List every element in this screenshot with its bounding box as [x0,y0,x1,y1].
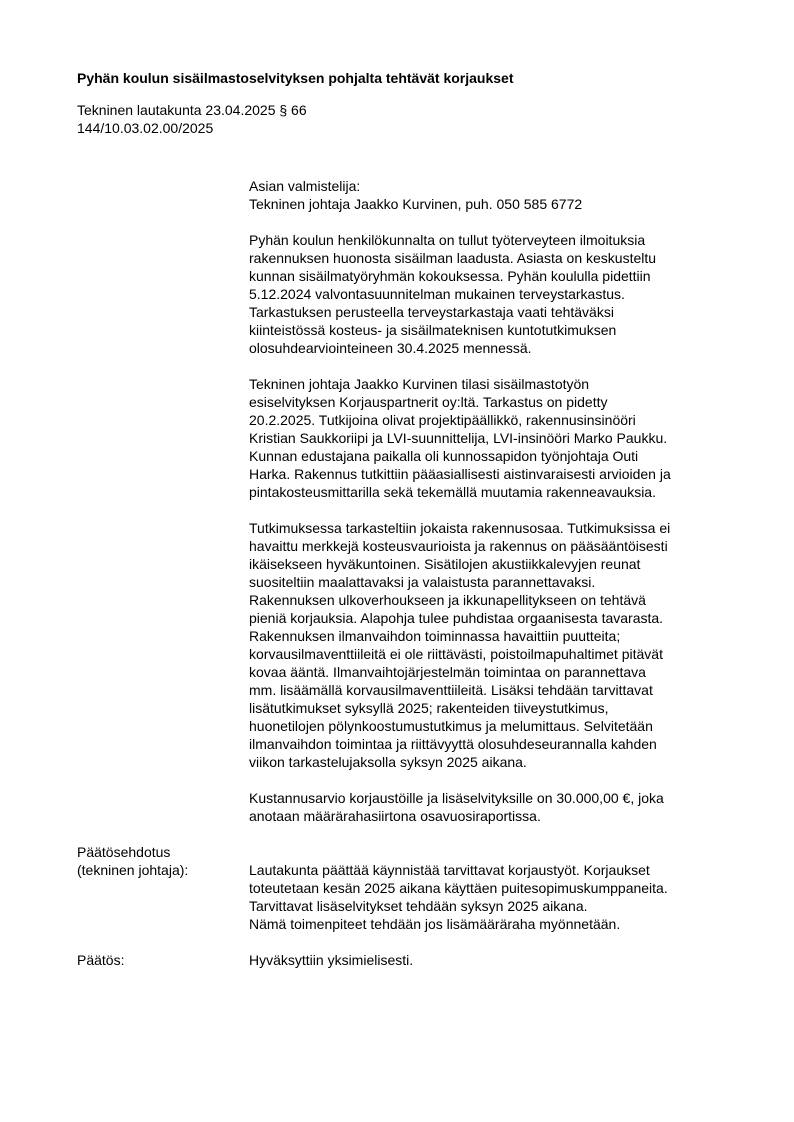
meeting-info [77,101,737,137]
text-line: toteutetaan kesän 2025 aikana käyttäen puitesopimuskumppaneita. [249,880,668,896]
text-line: havaittu merkkejä kosteusvaurioista ja rakennus on pääsääntöisesti [249,538,668,554]
text-line: Lautakunta päättää käynnistää tarvittavat korjaustyöt. Korjaukset [249,862,650,878]
text-line: Nämä toimenpiteet tehdään jos lisämääräraha myönnetään. [249,916,621,932]
paragraph-preliminary-survey [249,375,737,501]
text-line: Rakennuksen ulkoverhoukseen ja ikkunapellitykseen on tehtävä [249,592,646,608]
text-line: Kunnan edustajana paikalla oli kunnossapidon työnjohtaja Outi [249,448,639,464]
text-line: Tarvittavat lisäselvitykset tehdään syksyn 2025 aikana. [249,898,588,914]
preparer-name: Tekninen johtaja Jaakko Kurvinen, puh. 050 585 6772 [249,196,583,212]
paragraph-findings [249,519,737,771]
text-line: suositeltiin maalattavaksi ja valaistusta parannettavaksi. [249,574,596,590]
text-line: huonetilojen pölynkoostumustutkimus ja melumittaus. Selvitetään [249,718,653,734]
proposal-section [77,843,737,933]
proposal-text [249,861,737,933]
text-line: ikäisekseen hyväkuntoinen. Sisätilojen akustiikkalevyjen reunat [249,556,641,572]
meeting-line: Tekninen lautakunta 23.04.2025 § 66 [77,102,307,118]
decision-text: Hyväksyttiin yksimielisesti. [249,952,414,968]
text-line: ilmanvaihdon toimintaa ja riittävyyttä olosuhdeseurannalla kahden [249,736,657,752]
document-page [77,69,737,969]
text-line: Kustannusarvio korjaustöille ja lisäselvityksille on 30.000,00 €, joka [249,790,664,806]
decision-label: Päätös: [77,952,125,968]
text-line: esiselvityksen Korjauspartnerit oy:ltä. Tarkastus on pidetty [249,394,608,410]
document-title: Pyhän koulun sisäilmastoselvityksen pohjalta tehtävät korjaukset [77,70,514,86]
text-line: viikon tarkastelujaksolla syksyn 2025 aikana. [249,754,527,770]
text-line: kovaa ääntä. Ilmanvaihtojärjestelmän toimintaa on parannettava [249,664,646,680]
record-number: 144/10.03.02.00/2025 [77,120,214,136]
text-line: 20.2.2025. Tutkijoina olivat projektipäällikkö, rakennusinsinööri [249,412,636,428]
text-line: rakennuksen huonosta sisäilman laadusta. Asiasta on keskusteltu [249,250,657,266]
text-line: Pyhän koulun henkilökunnalta on tullut työterveyteen ilmoituksia [249,232,646,248]
text-line: anotaan määrärahasiirtona osavuosiraportissa. [249,808,541,824]
text-line: lisätutkimukset syksyllä 2025; rakenteiden tiiveystutkimus, [249,700,609,716]
paragraph-cost-estimate [249,789,737,825]
text-line: Tekninen johtaja Jaakko Kurvinen tilasi sisäilmastotyön [249,376,590,392]
decision-section [77,951,737,969]
text-line: olosuhdearviointeineen 30.4.2025 mennessä. [249,340,532,356]
proposal-heading: Päätösehdotus [77,844,171,860]
text-line: pieniä korjauksia. Alapohja tulee puhdistaa orgaanisesta tavarasta. [249,610,664,626]
text-line: Harka. Rakennus tutkittiin pääasiallisesti aistinvaraisesti arvioiden ja [249,466,671,482]
text-line: Tarkastuksen perusteella terveystarkastaja vaati tehtäväksi [249,304,614,320]
text-line: kiinteistössä kosteus- ja sisäilmateknisen kuntotutkimuksen [249,322,617,338]
case-body [249,177,737,825]
text-line: mm. lisäämällä korvausilmaventtiileitä. Lisäksi tehdään tarvittavat [249,682,653,698]
paragraph-inspection-background [249,231,737,357]
text-line: pintakosteusmittarilla sekä tekemällä muutamia rakenneavauksia. [249,484,656,500]
preparer-heading: Asian valmistelija: [249,178,361,194]
text-line: 5.12.2024 valvontasuunnitelman mukainen terveystarkastus. [249,286,625,302]
text-line: Tutkimuksessa tarkasteltiin jokaista rakennusosaa. Tutkimuksissa ei [249,520,671,536]
text-line: kunnan sisäilmatyöryhmän kokouksessa. Pyhän koululla pidettiin [249,268,651,284]
proposal-label: (tekninen johtaja): [77,862,189,878]
text-line: Kristian Saukkoriipi ja LVI-suunnittelija, LVI-insinööri Marko Paukku. [249,430,668,446]
text-line: Rakennuksen ilmanvaihdon toiminnassa havaittiin puutteita; [249,628,621,644]
text-line: korvausilmaventtiileitä ei ole riittävästi, poistoilmapuhaltimet pitävät [249,646,663,662]
